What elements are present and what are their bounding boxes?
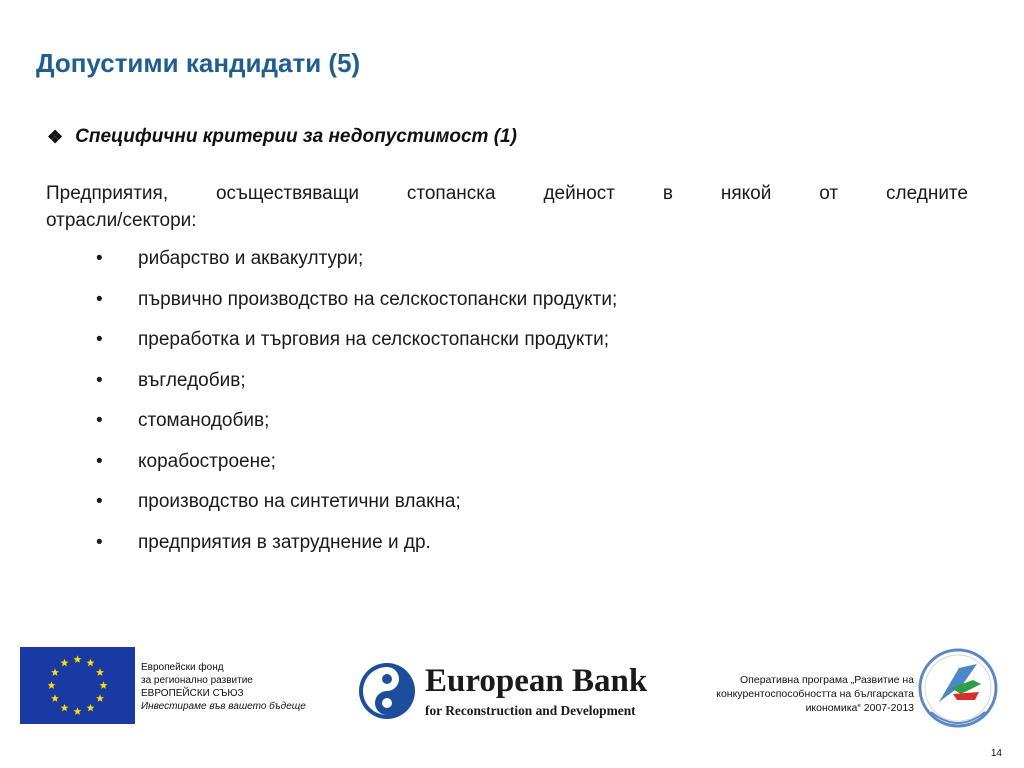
eu-fund-text	[141, 661, 306, 713]
eu-stars-icon	[20, 647, 135, 724]
bullet: •	[96, 288, 103, 310]
eu-line-3: ЕВРОПЕЙСКИ СЪЮЗ	[141, 688, 244, 699]
list-item	[96, 289, 617, 330]
intro-line-2: отрасли/сектори:	[46, 210, 197, 231]
list-item	[96, 248, 617, 289]
bullet: •	[96, 450, 103, 472]
list-item-text: рибарство и аквакултури;	[138, 248, 364, 269]
page-number: 14	[990, 748, 1002, 759]
programme-text	[716, 673, 914, 715]
ebrd-subtitle: for Reconstruction and Development	[425, 703, 636, 718]
list-item-text: производство на синтетични влакна;	[138, 491, 461, 512]
list-item	[96, 491, 617, 532]
list-item-text: преработка и търговия на селскостопански продукти;	[138, 329, 610, 350]
list-item	[96, 329, 617, 370]
list-item-text: стоманодобив;	[138, 410, 270, 431]
bullet: •	[96, 410, 103, 431]
bullet: •	[96, 248, 103, 269]
list-item	[96, 451, 617, 492]
programme-line-1: Оперативна програма „Развитие на	[740, 674, 914, 686]
subheading-text: Специфични критерии за недопустимост (1)	[75, 126, 517, 147]
bullet: •	[96, 491, 103, 512]
list-item	[96, 410, 617, 451]
footer-logos	[0, 640, 1024, 730]
diamond-bullet-icon: ❖	[47, 126, 64, 147]
programme-line-3: икономика“ 2007-2013	[805, 702, 914, 714]
subheading	[47, 126, 517, 148]
slide-title: Допустими кандидати (5)	[36, 48, 361, 78]
ebrd-emblem-icon	[357, 661, 417, 721]
eu-line-1: Европейски фонд	[141, 662, 224, 673]
list-item	[96, 532, 617, 573]
eu-flag-logo	[20, 647, 135, 724]
competitive-bulgaria-logo	[917, 642, 999, 734]
bullet: •	[96, 531, 103, 553]
list-item-text: корабостроене;	[138, 450, 276, 472]
list-item-text: въгледобив;	[138, 369, 246, 391]
competitive-bulgaria-emblem-icon	[917, 642, 999, 734]
intro-paragraph	[46, 180, 968, 234]
ebrd-name: European Bank	[425, 663, 648, 699]
list-item-text: първично производство на селскостопански продукти;	[138, 288, 618, 310]
sector-list	[96, 248, 617, 572]
bullet: •	[96, 329, 103, 350]
list-item	[96, 370, 617, 411]
intro-line-1: Предприятия, осъществяващи стопанска дейност в някой от следните	[46, 183, 968, 204]
programme-line-2: конкурентоспособността на българската	[716, 688, 914, 700]
bullet: •	[96, 369, 103, 391]
ebrd-logo	[357, 663, 662, 719]
list-item-text: предприятия в затруднение и др.	[138, 531, 431, 553]
eu-line-4: Инвестираме във вашето бъдеще	[141, 701, 306, 712]
eu-line-2: за регионално развитие	[141, 675, 253, 686]
